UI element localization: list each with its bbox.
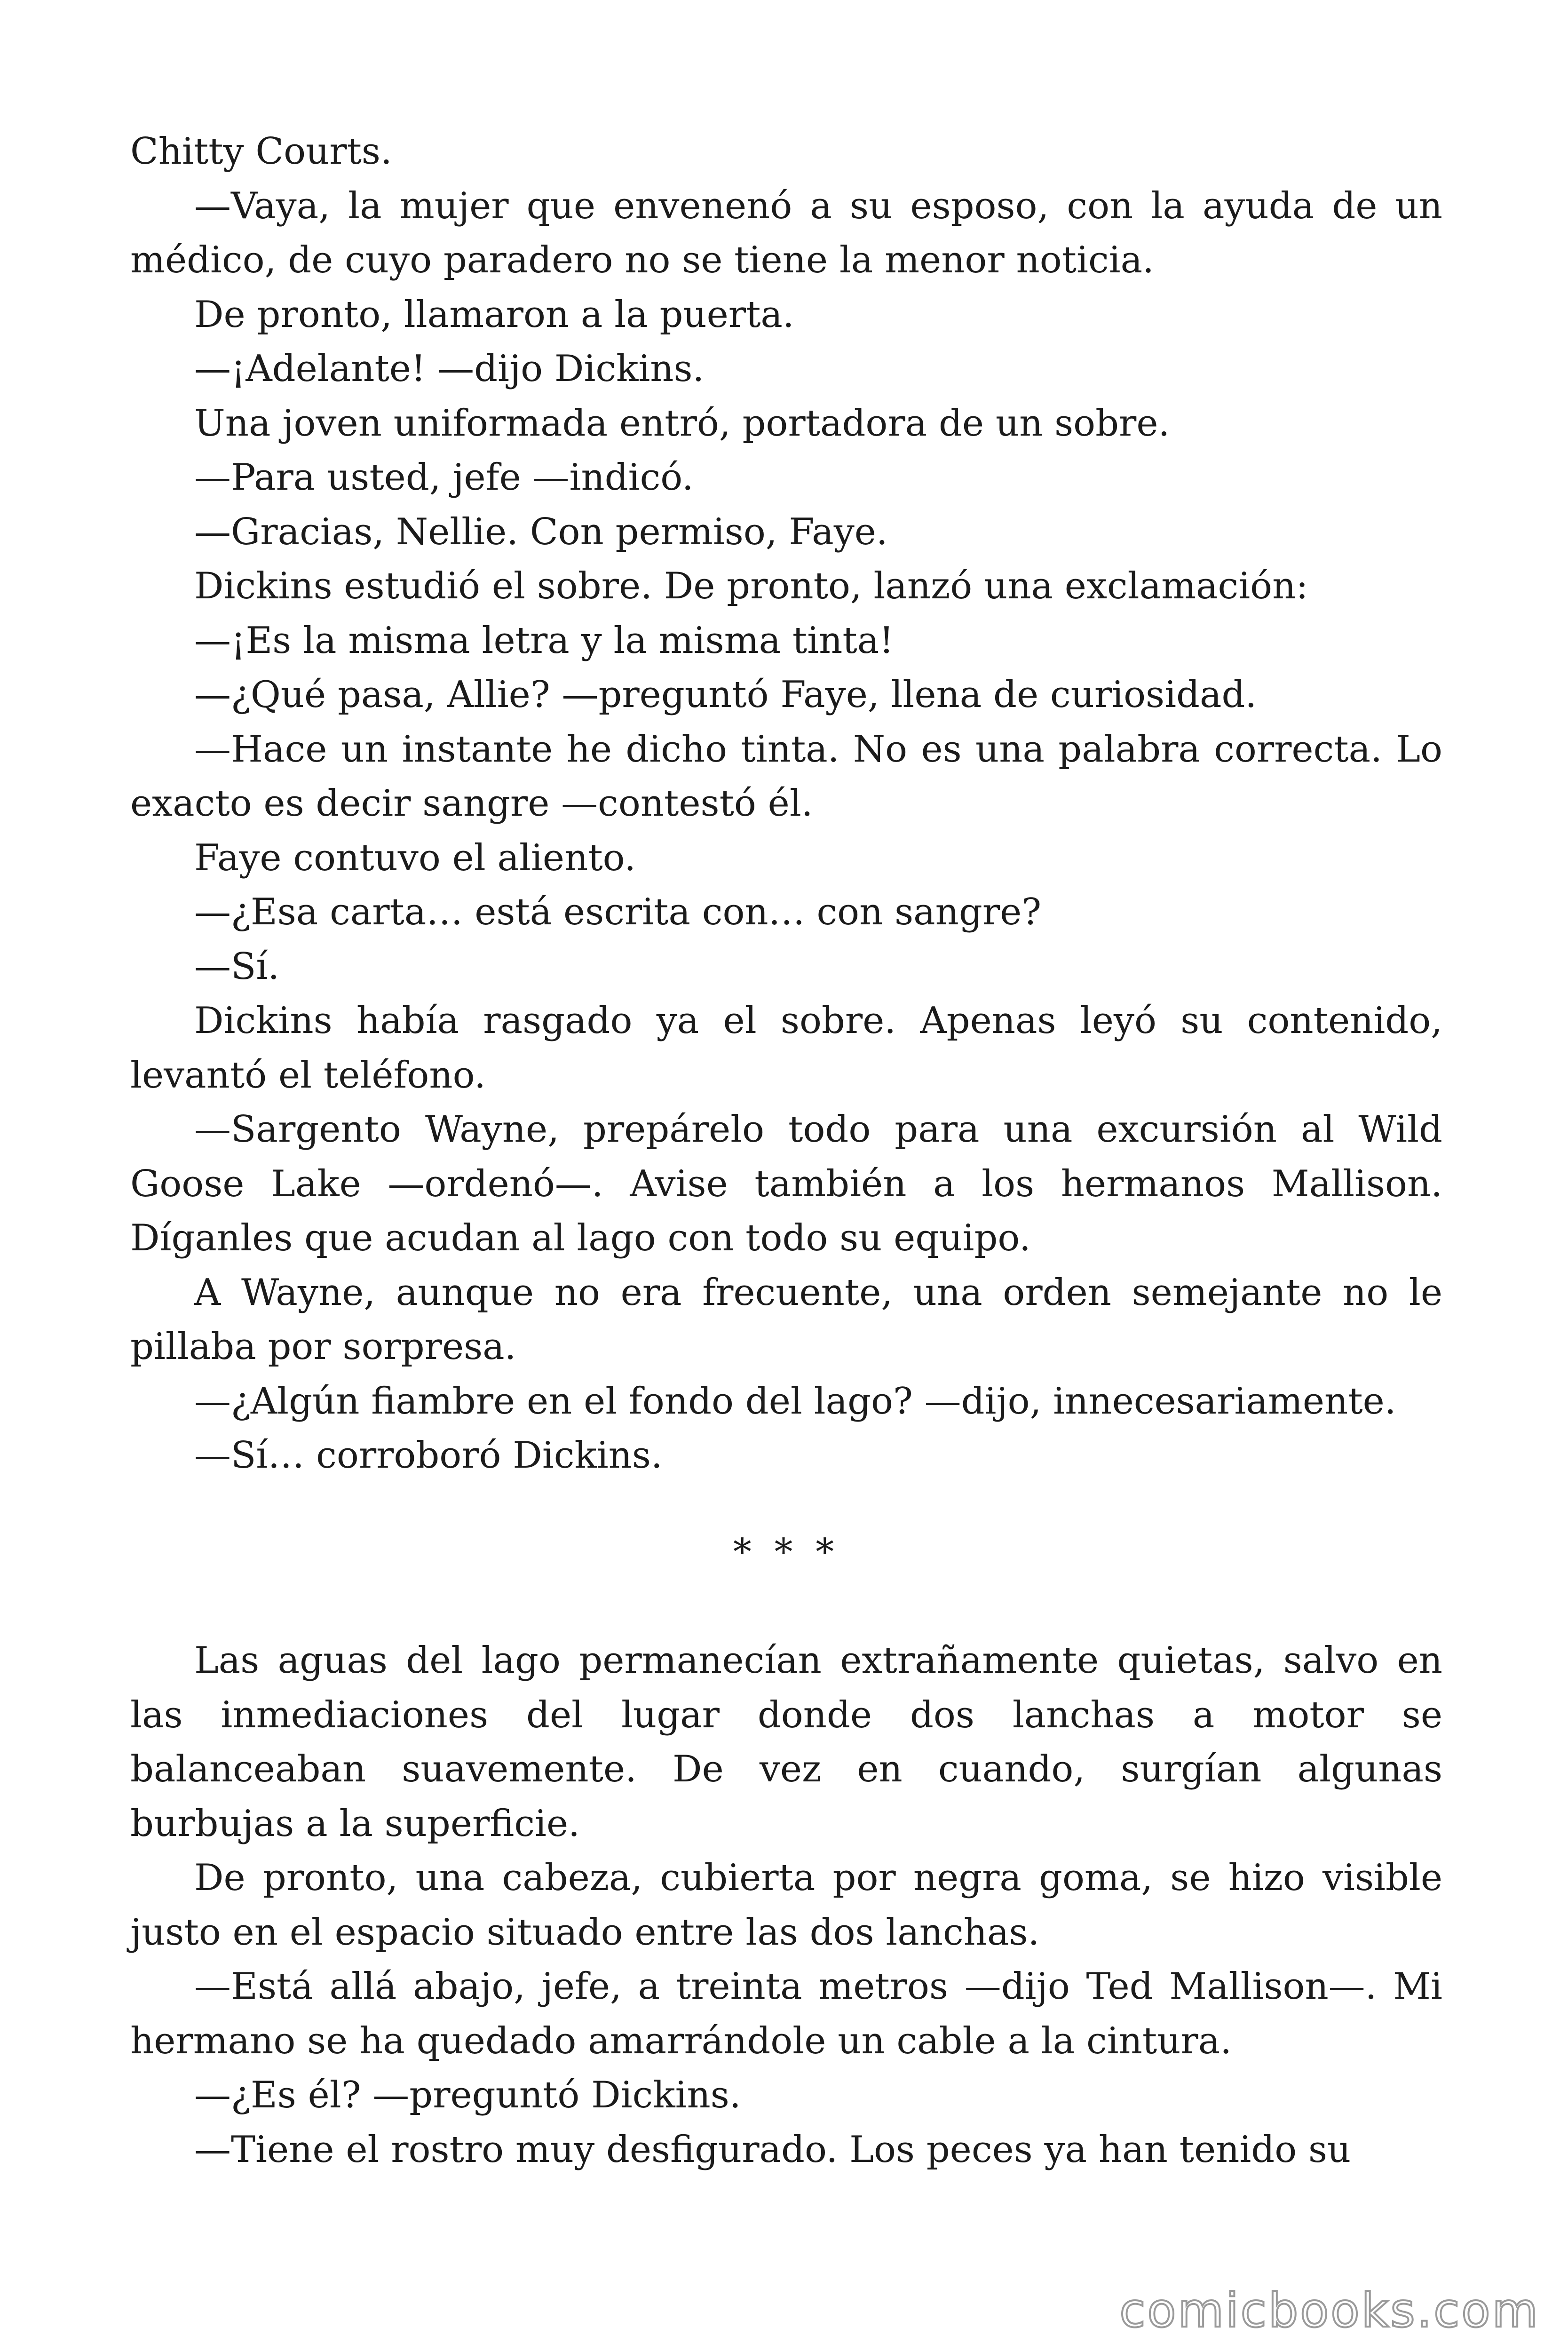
paragraph: Las aguas del lago permanecían extrañamente quietas, salvo en las inmediaciones del lugar donde dos lanchas a motor se balanceaban suavemente. De vez en cuando, surgían algunas burbujas a la superficie. (130, 1639, 1442, 1845)
paragraph: —¡Adelante! —dijo Dickins. (194, 348, 705, 390)
paragraph: De pronto, llamaron a la puerta. (194, 293, 794, 336)
paragraph: —Sí… corroboró Dickins. (194, 1434, 663, 1477)
paragraph: —¡Es la misma letra y la misma tinta! (194, 619, 894, 662)
paragraph: —Tiene el rostro muy desfigurado. Los peces ya han tenido su (194, 2128, 1351, 2171)
book-page (130, 125, 1442, 2177)
text-block-before (130, 125, 1442, 1483)
paragraph: —Sargento Wayne, prepárelo todo para una excursión al Wild Goose Lake —ordenó—. Avise también a los hermanos Mallison. Díganles que acudan al lago con todo su equipo. (130, 1108, 1442, 1259)
paragraph: —¿Qué pasa, Allie? —preguntó Faye, llena de curiosidad. (194, 674, 1257, 716)
paragraph: Dickins estudió el sobre. De pronto, lanzó una exclamación: (194, 565, 1308, 607)
section-separator: * * * (733, 1531, 840, 1573)
paragraph: Una joven uniformada entró, portadora de un sobre. (194, 402, 1170, 445)
paragraph: Dickins había rasgado ya el sobre. Apenas leyó su contenido, levantó el teléfono. (130, 1000, 1442, 1097)
paragraph: —Sí. (194, 945, 280, 988)
paragraph: —Gracias, Nellie. Con permiso, Faye. (194, 510, 888, 553)
paragraph: —Hace un instante he dicho tinta. No es una palabra correcta. Lo exacto es decir sangre —contestó él. (130, 728, 1442, 825)
watermark: comicbooks.com (1119, 2283, 1540, 2338)
paragraph: —Para usted, jefe —indicó. (194, 456, 694, 499)
text-block-after (130, 1634, 1442, 2177)
paragraph: —¿Es él? —preguntó Dickins. (194, 2074, 741, 2116)
paragraph: Faye contuvo el aliento. (194, 836, 636, 879)
paragraph: —Está allá abajo, jefe, a treinta metros —dijo Ted Mallison—. Mi hermano se ha quedado amarrándole un cable a la cintura. (130, 1965, 1442, 2062)
paragraph: —¿Algún fiambre en el fondo del lago? —dijo, innecesariamente. (194, 1380, 1396, 1422)
paragraph: A Wayne, aunque no era frecuente, una orden semejante no le pillaba por sorpresa. (130, 1271, 1442, 1368)
paragraph: —¿Esa carta… está escrita con… con sangre? (194, 891, 1042, 933)
paragraph: Chitty Courts. (130, 130, 392, 173)
paragraph: De pronto, una cabeza, cubierta por negra goma, se hizo visible justo en el espacio situado entre las dos lanchas. (130, 1857, 1442, 1954)
paragraph: —Vaya, la mujer que envenenó a su esposo, con la ayuda de un médico, de cuyo paradero no se tiene la menor noticia. (130, 184, 1442, 281)
